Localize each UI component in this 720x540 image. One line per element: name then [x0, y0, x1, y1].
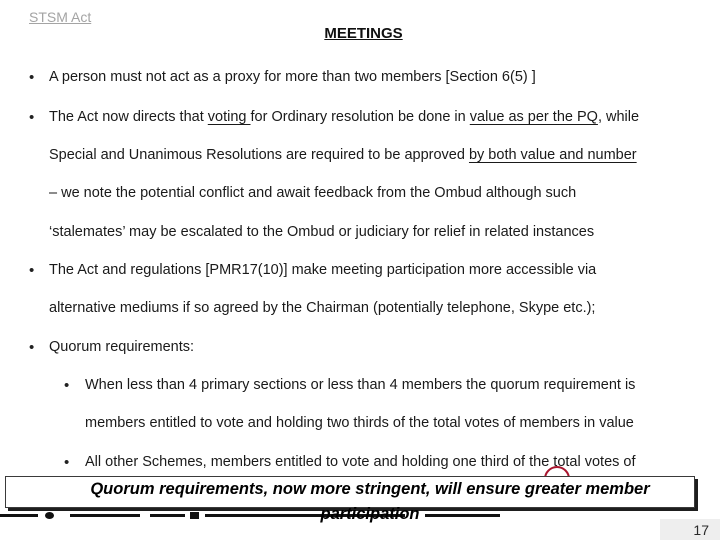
bullet-dot-icon: •: [29, 262, 35, 279]
bullet-dot-icon: •: [29, 109, 35, 126]
bullet-dot-icon: •: [29, 69, 35, 86]
bullet-dot-icon: •: [29, 339, 35, 356]
header-label: STSM Act: [29, 9, 92, 25]
bullet-3-line-1: The Act and regulations [PMR17(10)] make meeting participation more accessible via: [49, 262, 597, 278]
bullet-2-line-3: – we note the potential conflict and await feedback from the Ombud although such: [49, 185, 577, 201]
underlined-text: value as per the PQ: [469, 109, 598, 125]
underlined-text: by both value and number: [468, 147, 637, 163]
bullet-4-line-1: Quorum requirements:: [49, 339, 195, 355]
text-run: The Act now directs that: [49, 109, 208, 125]
text-run: for Ordinary resolution be done in: [250, 109, 470, 125]
sub-bullet-dot-icon: •: [64, 377, 70, 394]
bullet-2-line-4: ‘stalemates’ may be escalated to the Ombud or judiciary for relief in related instances: [49, 224, 595, 240]
bullet-1-text: A person must not act as a proxy for more than two members [Section 6(5) ]: [49, 69, 536, 85]
sub-bullet-1-line-1: When less than 4 primary sections or less than 4 members the quorum requirement is: [85, 377, 636, 393]
sub-bullet-dot-icon: •: [64, 454, 70, 471]
callout-text-line-2: participation: [320, 505, 420, 523]
bullet-2-line-2: [49, 147, 637, 163]
text-run: Special and Unanimous Resolutions are required to be approved: [49, 147, 469, 163]
page-title: MEETINGS: [324, 25, 403, 42]
underlined-text: voting: [207, 109, 251, 125]
bullet-2-line-1: [49, 109, 639, 125]
callout-text-line-1: Quorum requirements, now more stringent, will ensure greater member: [90, 480, 650, 498]
text-run: , while: [597, 109, 640, 125]
page-number-box: [660, 519, 720, 540]
bullet-3-line-2: alternative mediums if so agreed by the Chairman (potentially telephone, Skype etc.);: [49, 300, 596, 316]
page-number: 17: [693, 522, 709, 538]
sub-bullet-2-line-1: All other Schemes, members entitled to vote and holding one third of the total votes of: [85, 454, 636, 470]
sub-bullet-1-line-2: members entitled to vote and holding two thirds of the total votes of members in value: [85, 415, 634, 431]
